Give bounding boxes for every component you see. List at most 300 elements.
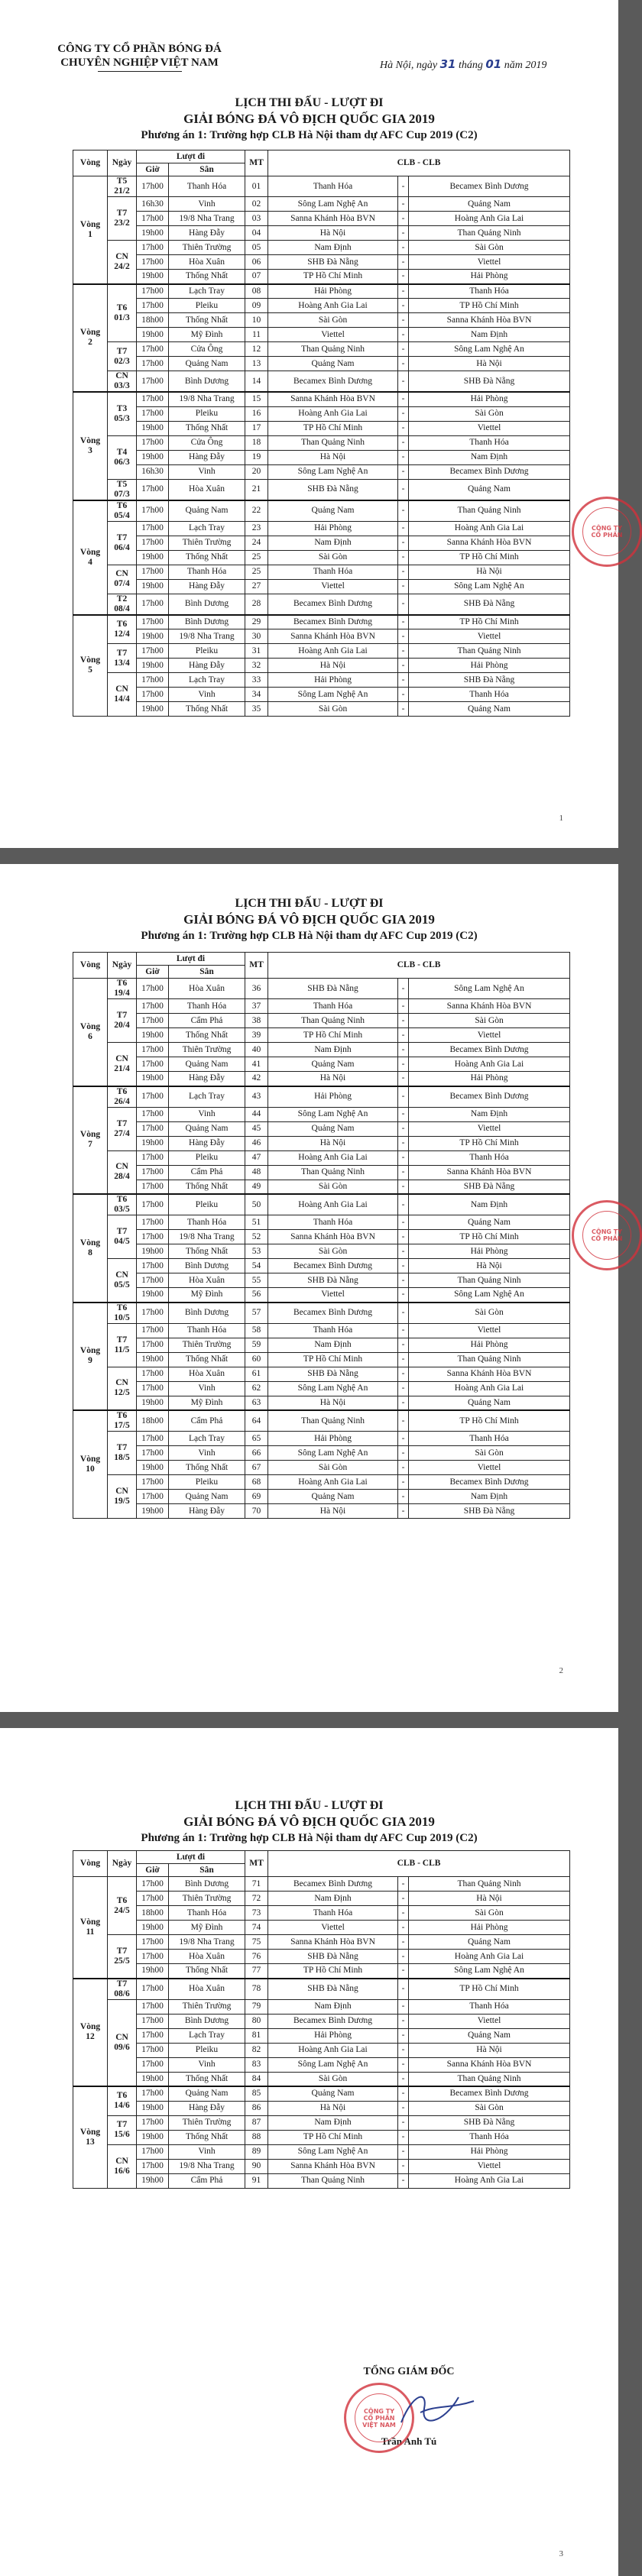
date-cell: T6 12/4 bbox=[108, 615, 137, 644]
match-number-cell: 16 bbox=[245, 406, 268, 421]
home-team-cell: Quảng Nam bbox=[268, 1490, 398, 1504]
stadium-cell: Bình Dương bbox=[169, 615, 245, 629]
match-number-cell: 23 bbox=[245, 521, 268, 536]
match-number-cell: 65 bbox=[245, 1432, 268, 1446]
table-row bbox=[73, 450, 570, 464]
stadium-cell: Thống Nhất bbox=[169, 270, 245, 284]
home-team-cell: Sài Gòn bbox=[268, 1461, 398, 1475]
home-team-cell: Becamex Bình Dương bbox=[268, 2014, 398, 2028]
match-number-cell: 49 bbox=[245, 1180, 268, 1194]
table-row bbox=[73, 1410, 570, 1432]
match-number-cell: 24 bbox=[245, 536, 268, 550]
match-number-cell: 73 bbox=[245, 1906, 268, 1921]
home-team-cell: Hải Phòng bbox=[268, 1086, 398, 1108]
stadium-cell: Cẩm Phả bbox=[169, 1014, 245, 1028]
date-year: năm 2019 bbox=[504, 60, 547, 71]
stadium-cell: Pleiku bbox=[169, 406, 245, 421]
match-number-cell: 27 bbox=[245, 579, 268, 594]
dash-cell: - bbox=[398, 1352, 409, 1367]
table-row bbox=[73, 2086, 570, 2101]
stadium-cell: Hàng Đẫy bbox=[169, 2101, 245, 2115]
away-team-cell: Quảng Nam bbox=[409, 1396, 570, 1410]
col-clb: CLB - CLB bbox=[268, 1851, 570, 1877]
stadium-cell: Thanh Hóa bbox=[169, 1215, 245, 1230]
dash-cell: - bbox=[398, 1892, 409, 1906]
home-team-cell: SHB Đà Nẵng bbox=[268, 1273, 398, 1288]
away-team-cell: Hải Phòng bbox=[409, 270, 570, 284]
round-cell: Vòng 2 bbox=[73, 284, 108, 393]
away-team-cell: Viettel bbox=[409, 421, 570, 435]
home-team-cell: Sài Gòn bbox=[268, 1244, 398, 1259]
round-cell: Vòng 13 bbox=[73, 2086, 108, 2188]
home-team-cell: Sài Gòn bbox=[268, 2072, 398, 2086]
time-cell: 17h00 bbox=[137, 2057, 169, 2072]
table-row bbox=[73, 2014, 570, 2028]
dash-cell: - bbox=[398, 550, 409, 565]
table-row bbox=[73, 500, 570, 522]
away-team-cell: Sông Lam Nghệ An bbox=[409, 1964, 570, 1979]
date-cell: T5 07/3 bbox=[108, 479, 137, 500]
dash-cell: - bbox=[398, 176, 409, 197]
date-cell: CN 09/6 bbox=[108, 1999, 137, 2086]
time-cell: 17h00 bbox=[137, 2115, 169, 2130]
match-number-cell: 13 bbox=[245, 357, 268, 371]
dash-cell: - bbox=[398, 2101, 409, 2115]
round-cell: Vòng 4 bbox=[73, 500, 108, 615]
time-cell: 17h00 bbox=[137, 1215, 169, 1230]
stadium-cell: Quảng Nam bbox=[169, 2086, 245, 2101]
company-line-1: CÔNG TY CỔ PHẦN BÓNG ĐÁ bbox=[57, 43, 222, 55]
home-team-cell: SHB Đà Nẵng bbox=[268, 1367, 398, 1381]
match-number-cell: 70 bbox=[245, 1504, 268, 1519]
home-team-cell: Hà Nội bbox=[268, 450, 398, 464]
date-cell: T7 08/6 bbox=[108, 1979, 137, 2000]
table-row bbox=[73, 1352, 570, 1367]
match-number-cell: 80 bbox=[245, 2014, 268, 2028]
match-number-cell: 42 bbox=[245, 1072, 268, 1086]
time-cell: 18h00 bbox=[137, 313, 169, 328]
company-seal bbox=[572, 497, 642, 567]
col-clb: CLB - CLB bbox=[268, 953, 570, 979]
table-row bbox=[73, 1490, 570, 1504]
dash-cell: - bbox=[398, 1230, 409, 1244]
away-team-cell: Sanna Khánh Hòa BVN bbox=[409, 999, 570, 1014]
dash-cell: - bbox=[398, 479, 409, 500]
away-team-cell: Sài Gòn bbox=[409, 1303, 570, 1324]
dash-cell: - bbox=[398, 450, 409, 464]
away-team-cell: Quảng Nam bbox=[409, 2028, 570, 2043]
col-mt: MT bbox=[245, 953, 268, 979]
away-team-cell: Than Quảng Ninh bbox=[409, 2072, 570, 2086]
col-san: Sân bbox=[169, 966, 245, 979]
date-cell: T6 26/4 bbox=[108, 1086, 137, 1108]
time-cell: 17h00 bbox=[137, 594, 169, 615]
table-row bbox=[73, 357, 570, 371]
table-row bbox=[73, 342, 570, 357]
home-team-cell: Nam Định bbox=[268, 1043, 398, 1057]
table-row bbox=[73, 1288, 570, 1303]
table-row bbox=[73, 1086, 570, 1108]
dash-cell: - bbox=[398, 2043, 409, 2057]
match-number-cell: 46 bbox=[245, 1136, 268, 1150]
col-mt: MT bbox=[245, 1851, 268, 1877]
away-team-cell: Than Quảng Ninh bbox=[409, 500, 570, 522]
table-row bbox=[73, 2159, 570, 2173]
time-cell: 17h00 bbox=[137, 371, 169, 393]
stadium-cell: Pleiku bbox=[169, 1150, 245, 1165]
page-number: 2 bbox=[559, 1666, 563, 1675]
away-team-cell: Sanna Khánh Hòa BVN bbox=[409, 1367, 570, 1381]
date-cell: CN 24/2 bbox=[108, 241, 137, 284]
dash-cell: - bbox=[398, 371, 409, 393]
page-title: LỊCH THI ĐẤU - LƯỢT ĐI bbox=[235, 1799, 384, 1812]
stadium-cell: Lạch Tray bbox=[169, 284, 245, 299]
dash-cell: - bbox=[398, 999, 409, 1014]
match-number-cell: 52 bbox=[245, 1230, 268, 1244]
match-number-cell: 86 bbox=[245, 2101, 268, 2115]
date-cell: T3 05/3 bbox=[108, 392, 137, 435]
match-number-cell: 75 bbox=[245, 1935, 268, 1950]
stadium-cell: Thống Nhất bbox=[169, 1244, 245, 1259]
dash-cell: - bbox=[398, 299, 409, 313]
match-number-cell: 22 bbox=[245, 500, 268, 522]
time-cell: 19h00 bbox=[137, 1244, 169, 1259]
home-team-cell: Sài Gòn bbox=[268, 1180, 398, 1194]
time-cell: 19h00 bbox=[137, 421, 169, 435]
match-number-cell: 08 bbox=[245, 284, 268, 299]
stadium-cell: Quảng Nam bbox=[169, 1057, 245, 1072]
signature-block bbox=[329, 2366, 489, 2448]
table-row bbox=[73, 579, 570, 594]
signer-role: TỔNG GIÁM ĐỐC bbox=[363, 2366, 455, 2377]
time-cell: 17h00 bbox=[137, 1014, 169, 1028]
match-number-cell: 81 bbox=[245, 2028, 268, 2043]
stadium-cell: Cửa Ông bbox=[169, 342, 245, 357]
table-row bbox=[73, 1028, 570, 1043]
match-number-cell: 10 bbox=[245, 313, 268, 328]
home-team-cell: Nam Định bbox=[268, 1892, 398, 1906]
time-cell: 17h00 bbox=[137, 999, 169, 1014]
home-team-cell: TP Hồ Chí Minh bbox=[268, 1028, 398, 1043]
time-cell: 17h00 bbox=[137, 979, 169, 999]
home-team-cell: SHB Đà Nẵng bbox=[268, 1979, 398, 2000]
table-row bbox=[73, 1323, 570, 1338]
time-cell: 17h00 bbox=[137, 1367, 169, 1381]
table-row bbox=[73, 1381, 570, 1396]
stadium-cell: Thống Nhất bbox=[169, 550, 245, 565]
home-team-cell: Hoàng Anh Gia Lai bbox=[268, 2043, 398, 2057]
home-team-cell: Thanh Hóa bbox=[268, 176, 398, 197]
time-cell: 19h00 bbox=[137, 550, 169, 565]
dash-cell: - bbox=[398, 1215, 409, 1230]
away-team-cell: Viettel bbox=[409, 2014, 570, 2028]
away-team-cell: TP Hồ Chí Minh bbox=[409, 1979, 570, 2000]
home-team-cell: Sanna Khánh Hòa BVN bbox=[268, 1935, 398, 1950]
time-cell: 17h00 bbox=[137, 644, 169, 659]
time-cell: 19h00 bbox=[137, 702, 169, 717]
date-cell: T7 02/3 bbox=[108, 342, 137, 371]
dash-cell: - bbox=[398, 1935, 409, 1950]
away-team-cell: TP Hồ Chí Minh bbox=[409, 1230, 570, 1244]
match-number-cell: 57 bbox=[245, 1303, 268, 1324]
away-team-cell: TP Hồ Chí Minh bbox=[409, 1136, 570, 1150]
match-number-cell: 66 bbox=[245, 1446, 268, 1461]
away-team-cell: Hoàng Anh Gia Lai bbox=[409, 2173, 570, 2188]
home-team-cell: Becamex Bình Dương bbox=[268, 1303, 398, 1324]
home-team-cell: Quảng Nam bbox=[268, 500, 398, 522]
dash-cell: - bbox=[398, 2014, 409, 2028]
stadium-cell: Thanh Hóa bbox=[169, 1323, 245, 1338]
home-team-cell: Hoàng Anh Gia Lai bbox=[268, 1475, 398, 1490]
time-cell: 19h00 bbox=[137, 659, 169, 673]
away-team-cell: Becamex Bình Dương bbox=[409, 1086, 570, 1108]
col-luot-di: Lượt đi bbox=[137, 150, 245, 163]
home-team-cell: Thanh Hóa bbox=[268, 999, 398, 1014]
dash-cell: - bbox=[398, 1921, 409, 1935]
away-team-cell: Sanna Khánh Hòa BVN bbox=[409, 2057, 570, 2072]
dash-cell: - bbox=[398, 673, 409, 688]
col-gio: Giờ bbox=[137, 1864, 169, 1877]
stadium-cell: Lạch Tray bbox=[169, 673, 245, 688]
home-team-cell: Hà Nội bbox=[268, 2101, 398, 2115]
match-number-cell: 05 bbox=[245, 241, 268, 255]
away-team-cell: Sài Gòn bbox=[409, 1906, 570, 1921]
table-row bbox=[73, 979, 570, 999]
handwritten-signature-icon bbox=[329, 2378, 489, 2435]
match-number-cell: 33 bbox=[245, 673, 268, 688]
time-cell: 17h00 bbox=[137, 673, 169, 688]
away-team-cell: Viettel bbox=[409, 255, 570, 270]
table-row bbox=[73, 1396, 570, 1410]
page-number: 1 bbox=[559, 814, 563, 823]
match-number-cell: 59 bbox=[245, 1338, 268, 1352]
match-number-cell: 18 bbox=[245, 435, 268, 450]
table-row bbox=[73, 2072, 570, 2086]
match-number-cell: 82 bbox=[245, 2043, 268, 2057]
time-cell: 17h00 bbox=[137, 1259, 169, 1273]
stadium-cell: Hòa Xuân bbox=[169, 1979, 245, 2000]
date-cell: T7 15/6 bbox=[108, 2115, 137, 2144]
stadium-cell: Lạch Tray bbox=[169, 1086, 245, 1108]
dash-cell: - bbox=[398, 342, 409, 357]
stadium-cell: Thống Nhất bbox=[169, 313, 245, 328]
time-cell: 19h00 bbox=[137, 629, 169, 644]
time-cell: 17h00 bbox=[137, 2144, 169, 2159]
date-cell: T4 06/3 bbox=[108, 435, 137, 479]
time-cell: 17h00 bbox=[137, 2086, 169, 2101]
match-number-cell: 31 bbox=[245, 644, 268, 659]
away-team-cell: Hà Nội bbox=[409, 357, 570, 371]
dash-cell: - bbox=[398, 1086, 409, 1108]
home-team-cell: TP Hồ Chí Minh bbox=[268, 1964, 398, 1979]
stadium-cell: Hòa Xuân bbox=[169, 255, 245, 270]
table-row bbox=[73, 1057, 570, 1072]
away-team-cell: Nam Định bbox=[409, 1107, 570, 1121]
stadium-cell: Thiên Trường bbox=[169, 2115, 245, 2130]
page-plan: Phương án 1: Trường hợp CLB Hà Nội tham dự AFC Cup 2019 (C2) bbox=[141, 930, 478, 942]
date-cell: CN 03/3 bbox=[108, 371, 137, 393]
home-team-cell: SHB Đà Nẵng bbox=[268, 479, 398, 500]
stadium-cell: Vinh bbox=[169, 197, 245, 212]
page-subtitle: GIẢI BÓNG ĐÁ VÔ ĐỊCH QUỐC GIA 2019 bbox=[183, 912, 435, 927]
table-row bbox=[73, 565, 570, 579]
away-team-cell: Viettel bbox=[409, 629, 570, 644]
date-cell: T6 24/5 bbox=[108, 1877, 137, 1935]
away-team-cell: Hải Phòng bbox=[409, 1244, 570, 1259]
table-row bbox=[73, 2101, 570, 2115]
match-number-cell: 45 bbox=[245, 1121, 268, 1136]
table-row bbox=[73, 644, 570, 659]
date-cell: T6 03/5 bbox=[108, 1194, 137, 1215]
table-row bbox=[73, 1461, 570, 1475]
stadium-cell: Mỹ Đình bbox=[169, 1921, 245, 1935]
stadium-cell: Thống Nhất bbox=[169, 2130, 245, 2144]
document-page-1 bbox=[0, 0, 623, 848]
date-cell: T6 01/3 bbox=[108, 284, 137, 342]
table-row bbox=[73, 1979, 570, 2000]
table-row bbox=[73, 421, 570, 435]
dash-cell: - bbox=[398, 421, 409, 435]
stadium-cell: Hàng Đẫy bbox=[169, 226, 245, 241]
table-row bbox=[73, 1259, 570, 1273]
dash-cell: - bbox=[398, 629, 409, 644]
home-team-cell: Nam Định bbox=[268, 536, 398, 550]
date-cell: T6 05/4 bbox=[108, 500, 137, 522]
time-cell: 17h00 bbox=[137, 299, 169, 313]
col-san: Sân bbox=[169, 163, 245, 176]
table-row bbox=[73, 688, 570, 702]
dash-cell: - bbox=[398, 1877, 409, 1892]
home-team-cell: Than Quảng Ninh bbox=[268, 342, 398, 357]
time-cell: 17h00 bbox=[137, 565, 169, 579]
dash-cell: - bbox=[398, 594, 409, 615]
time-cell: 17h00 bbox=[137, 1490, 169, 1504]
table-row bbox=[73, 659, 570, 673]
dash-cell: - bbox=[398, 2057, 409, 2072]
away-team-cell: SHB Đà Nẵng bbox=[409, 1504, 570, 1519]
match-number-cell: 40 bbox=[245, 1043, 268, 1057]
table-row bbox=[73, 2115, 570, 2130]
dash-cell: - bbox=[398, 1338, 409, 1352]
table-row bbox=[73, 1432, 570, 1446]
match-number-cell: 25 bbox=[245, 550, 268, 565]
table-row bbox=[73, 536, 570, 550]
time-cell: 17h00 bbox=[137, 255, 169, 270]
match-number-cell: 41 bbox=[245, 1057, 268, 1072]
dash-cell: - bbox=[398, 1475, 409, 1490]
match-number-cell: 48 bbox=[245, 1165, 268, 1180]
away-team-cell: Hải Phòng bbox=[409, 1072, 570, 1086]
match-number-cell: 90 bbox=[245, 2159, 268, 2173]
date-cell: T7 20/4 bbox=[108, 999, 137, 1043]
home-team-cell: Hà Nội bbox=[268, 1396, 398, 1410]
dash-cell: - bbox=[398, 1165, 409, 1180]
stadium-cell: Thống Nhất bbox=[169, 1180, 245, 1194]
stadium-cell: Hòa Xuân bbox=[169, 979, 245, 999]
away-team-cell: Sông Lam Nghệ An bbox=[409, 979, 570, 999]
home-team-cell: Sông Lam Nghệ An bbox=[268, 688, 398, 702]
time-cell: 19h00 bbox=[137, 2173, 169, 2188]
home-team-cell: Sông Lam Nghệ An bbox=[268, 464, 398, 479]
time-cell: 17h00 bbox=[137, 284, 169, 299]
away-team-cell: Thanh Hóa bbox=[409, 1999, 570, 2014]
date-cell: CN 19/5 bbox=[108, 1475, 137, 1519]
stadium-cell: Pleiku bbox=[169, 2043, 245, 2057]
away-team-cell: Sông Lam Nghệ An bbox=[409, 342, 570, 357]
away-team-cell: Becamex Bình Dương bbox=[409, 1043, 570, 1057]
stadium-cell: Hàng Đẫy bbox=[169, 579, 245, 594]
dash-cell: - bbox=[398, 1950, 409, 1964]
home-team-cell: Nam Định bbox=[268, 2115, 398, 2130]
match-number-cell: 11 bbox=[245, 328, 268, 342]
away-team-cell: Hải Phòng bbox=[409, 659, 570, 673]
match-number-cell: 74 bbox=[245, 1921, 268, 1935]
match-number-cell: 43 bbox=[245, 1086, 268, 1108]
away-team-cell: Thanh Hóa bbox=[409, 435, 570, 450]
stadium-cell: Hàng Đẫy bbox=[169, 659, 245, 673]
date-cell: T7 18/5 bbox=[108, 1432, 137, 1475]
stadium-cell: Bình Dương bbox=[169, 2014, 245, 2028]
table-row bbox=[73, 1194, 570, 1215]
match-number-cell: 72 bbox=[245, 1892, 268, 1906]
table-row bbox=[73, 435, 570, 450]
away-team-cell: Nam Định bbox=[409, 1194, 570, 1215]
home-team-cell: Thanh Hóa bbox=[268, 1323, 398, 1338]
away-team-cell: Sanna Khánh Hòa BVN bbox=[409, 1165, 570, 1180]
stadium-cell: 19/8 Nha Trang bbox=[169, 629, 245, 644]
match-number-cell: 07 bbox=[245, 270, 268, 284]
time-cell: 17h00 bbox=[137, 2028, 169, 2043]
stadium-cell: Hòa Xuân bbox=[169, 479, 245, 500]
time-cell: 17h00 bbox=[137, 406, 169, 421]
date-cell: CN 28/4 bbox=[108, 1150, 137, 1194]
table-row bbox=[73, 2173, 570, 2188]
match-number-cell: 04 bbox=[245, 226, 268, 241]
dash-cell: - bbox=[398, 1490, 409, 1504]
away-team-cell: Quảng Nam bbox=[409, 1215, 570, 1230]
dash-cell: - bbox=[398, 615, 409, 629]
away-team-cell: Than Quảng Ninh bbox=[409, 1352, 570, 1367]
time-cell: 17h00 bbox=[137, 1892, 169, 1906]
round-cell: Vòng 1 bbox=[73, 176, 108, 284]
home-team-cell: Hoàng Anh Gia Lai bbox=[268, 1150, 398, 1165]
col-san: Sân bbox=[169, 1864, 245, 1877]
away-team-cell: Nam Định bbox=[409, 1490, 570, 1504]
table-row bbox=[73, 999, 570, 1014]
date-cell: T6 14/6 bbox=[108, 2086, 137, 2115]
stadium-cell: 19/8 Nha Trang bbox=[169, 1230, 245, 1244]
time-cell: 19h00 bbox=[137, 1396, 169, 1410]
dash-cell: - bbox=[398, 313, 409, 328]
stadium-cell: 19/8 Nha Trang bbox=[169, 2159, 245, 2173]
table-row bbox=[73, 241, 570, 255]
time-cell: 17h00 bbox=[137, 1273, 169, 1288]
match-number-cell: 36 bbox=[245, 979, 268, 999]
stadium-cell: Quảng Nam bbox=[169, 357, 245, 371]
time-cell: 19h00 bbox=[137, 226, 169, 241]
match-number-cell: 84 bbox=[245, 2072, 268, 2086]
table-row bbox=[73, 371, 570, 393]
away-team-cell: SHB Đà Nẵng bbox=[409, 2115, 570, 2130]
time-cell: 17h00 bbox=[137, 1043, 169, 1057]
dash-cell: - bbox=[398, 2173, 409, 2188]
home-team-cell: Hải Phòng bbox=[268, 284, 398, 299]
table-row bbox=[73, 2144, 570, 2159]
home-team-cell: Sông Lam Nghệ An bbox=[268, 2057, 398, 2072]
dash-cell: - bbox=[398, 702, 409, 717]
schedule-table bbox=[73, 150, 570, 717]
match-number-cell: 17 bbox=[245, 421, 268, 435]
